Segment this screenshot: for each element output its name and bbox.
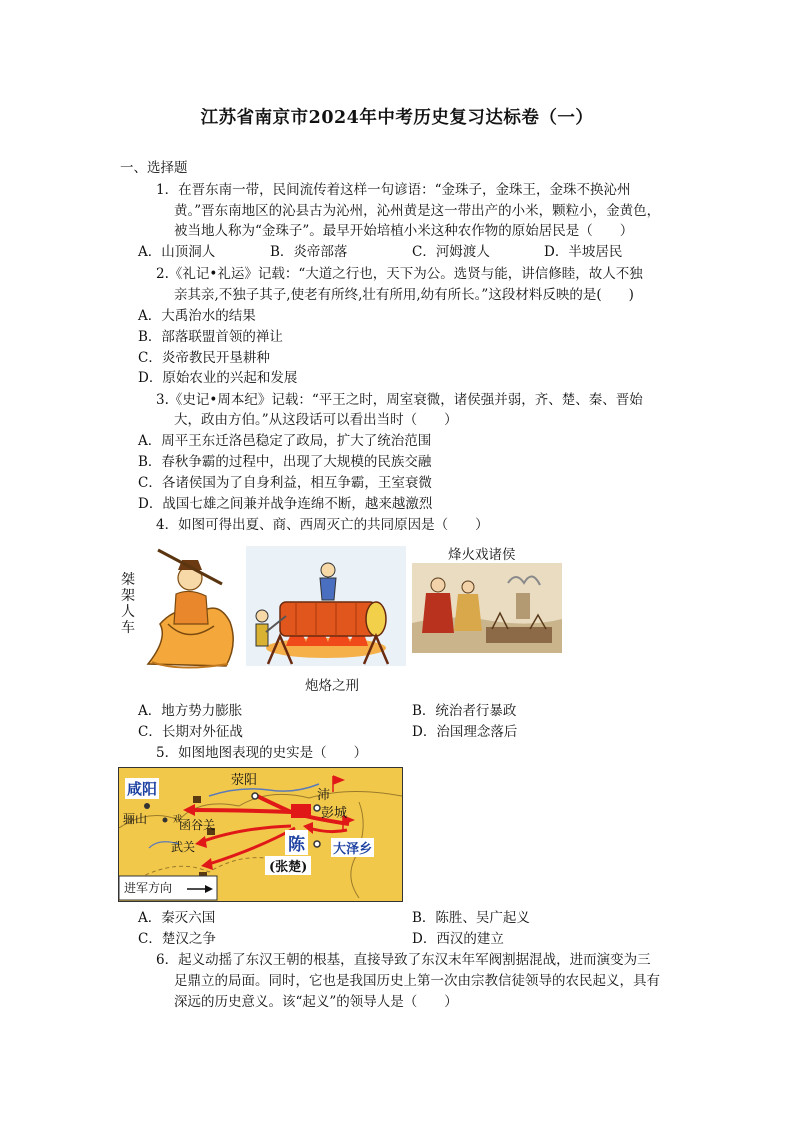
page-title: 江苏省南京市2024年中考历史复习达标卷（一） [200,108,594,128]
q6-line-3: 深远的历史意义。该“起义”的领导人是（ ） [174,994,458,1010]
q2-option-a: A．大禹治水的结果 [138,308,256,324]
q4-option-b: B．统治者行暴政 [412,703,517,719]
q3-line-2: 大，政由方伯。”从这段话可以看出当时（ ） [174,412,458,428]
q4-caption-middle: 炮烙之刑 [305,678,359,694]
q2-option-b: B．部落联盟首领的禅让 [138,329,283,345]
q5-option-b: B．陈胜、吴广起义 [412,910,530,926]
q1-option-d: D．半坡居民 [544,244,623,260]
paolao-illustration [246,546,406,666]
q5-option-d: D．西汉的建立 [412,931,504,947]
q5-option-a: A．秦灭六国 [138,910,216,926]
q4-option-d: D．治国理念落后 [412,724,518,740]
map-label-chen: 陈 [285,830,308,855]
q4-line: 4．如图可得出夏、商、西周灭亡的共同原因是（ ） [156,517,489,533]
q4-caption-right: 烽火戏诸侯 [448,547,516,563]
q1-option-b: B．炎帝部落 [270,244,348,260]
q3-option-c: C．各诸侯国为了自身利益，相互争霸，王室衰微 [138,475,432,491]
map-label-zhangchu: (张楚) [265,856,311,875]
map-label-hanguguan: 函谷关 [179,818,216,832]
q5-line: 5．如图地图表现的史实是（ ） [156,745,368,761]
map-label-wuguan: 武关 [171,840,196,854]
uprising-map [118,767,403,902]
map-label-xianyang: 咸阳 [127,780,158,798]
map-legend-label: 进军方向 [124,881,173,895]
q2-line-2: 亲其亲,不独子其子,使老有所终,壮有所用,幼有所长。”这段材料反映的是( ) [174,287,634,303]
q4-caption-left: 桀架人车 [121,572,135,636]
q3-option-a: A．周平王东迁洛邑稳定了政局，扩大了统治范围 [138,433,432,449]
q4-option-c: C．长期对外征战 [138,724,243,740]
map-label-pei: 沛 [317,788,331,803]
q3-line-1: 3.《史记•周本纪》记载：“平王之时，周室衰微，诸侯强并弱，齐、楚、秦、晋始 [156,392,643,408]
map-label-xi: 戏 [173,815,183,825]
map-label-dazexiang: 大泽乡 [331,838,374,857]
q1-option-a: A．山顶洞人 [138,244,216,260]
q2-line-1: 2.《礼记•礼运》记载：“大道之行也，天下为公。选贤与能，讲信修睦，故人不独 [156,266,643,282]
map-label-pengcheng: 彭城 [321,806,348,821]
q1-line-2: 黄。”晋东南地区的沁县古为沁州，沁州黄是这一带出产的小米，颗粒小，金黄色， [174,203,661,219]
map-label-xingyang: 荥阳 [231,773,258,788]
map-label-lishan: 骊山 [123,812,148,826]
q6-line-1: 6．起义动摇了东汉王朝的根基，直接导致了东汉末年军阀割据混战，进而演变为三 [156,952,651,968]
q3-option-b: B．春秋争霸的过程中，出现了大规模的民族交融 [138,454,432,470]
q3-option-d: D．战国七雄之间兼并战争连绵不断，越来越激烈 [138,496,433,512]
q2-option-c: C．炎帝教民开垦耕种 [138,350,270,366]
section-heading: 一、选择题 [120,160,188,176]
q6-line-2: 足鼎立的局面。同时，它也是我国历史上第一次由宗教信徒领导的农民起义，具有 [174,973,660,989]
q1-line-3: 被当地人称为“金珠子”。最早开始培植小米这种农作物的原始居民是（ ） [174,223,634,239]
q1-option-c: C．河姆渡人 [412,244,490,260]
q5-option-c: C．楚汉之争 [138,931,216,947]
fenghuo-illustration [412,563,562,653]
q1-line-1: 1．在晋东南一带，民间流传着这样一句谚语：“金珠子，金珠王，金珠不换沁州 [156,182,631,198]
q2-option-d: D．原始农业的兴起和发展 [138,370,298,386]
q4-option-a: A．地方势力膨胀 [138,703,243,719]
jie-illustration [138,544,242,674]
